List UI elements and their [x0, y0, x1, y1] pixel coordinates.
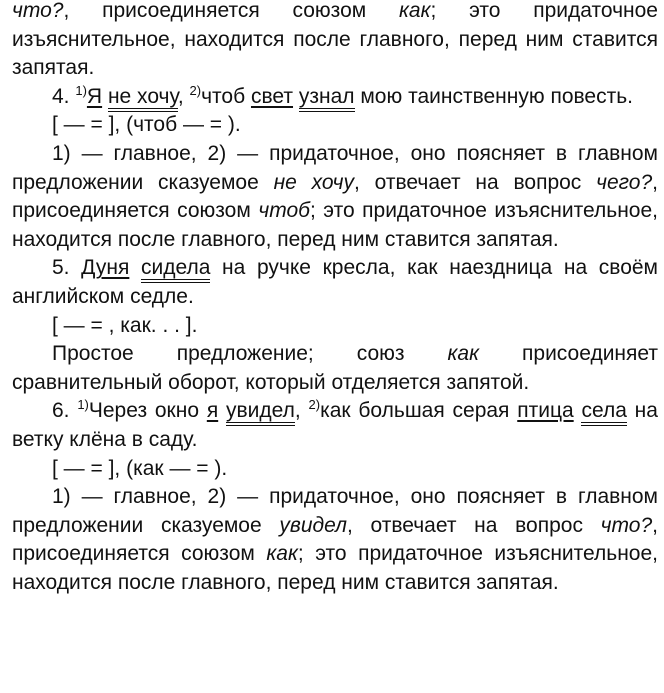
- subject-word: свет: [250, 84, 294, 108]
- explanation-6: 1) — главное, 2) — придаточное, оно поясняет в главном предложении сказуемое увидел, отвечает на вопрос что?, присоединяется союзом как; это придаточное изъяснительное, находится после главного, перед ним ставится запятая.: [12, 485, 658, 594]
- predicate-word: сидела: [141, 256, 210, 283]
- scheme-5: [ — = , как. . . ].: [52, 313, 198, 337]
- clause-marker-1: 1): [77, 397, 89, 413]
- explanation-4: 1) — главное, 2) — придаточное, оно поясняет в главном предложении сказуемое не хочу, отвечает на вопрос чего?, присоединяется союзом чтоб; это придаточное изъяснительное, находится после главного, перед ним ставится запятая.: [12, 141, 658, 251]
- sentence-5: 5. Дуня сидела на ручке кресла, как наездница на своём английском седле.: [12, 256, 658, 308]
- explanation-5: Простое предложение; союз как присоединяет сравнительный оборот, который отделяется запятой.: [12, 342, 658, 394]
- subject-word: Дуня: [81, 256, 130, 280]
- question-word: что?: [12, 0, 64, 22]
- predicate-word: узнал: [299, 85, 355, 112]
- sentence-4: 4. $^{1)}$Я не хочу, $^{2)}$чтоб свет узнал мою таинственную повесть.: [12, 83, 658, 112]
- predicate-word: села: [581, 399, 626, 426]
- predicate-word: увидел: [226, 399, 295, 426]
- clause-marker-2: 2): [189, 82, 202, 98]
- clause-marker-1: 1): [75, 82, 87, 98]
- subject-word: птица: [517, 399, 574, 423]
- subject-word: я: [206, 399, 219, 423]
- subject-word: Я: [86, 84, 103, 108]
- scheme-6: [ — = ], (как — = ).: [52, 456, 228, 480]
- clause-marker-2: 2): [308, 397, 321, 413]
- conjunction-word: как: [398, 0, 431, 22]
- scheme-4: [ — = ], (чтоб — = ).: [52, 113, 241, 137]
- paragraph-explanation-3-end: что?, присоединяется союзом как; это придаточное изъяснительное, находится после главного, перед ним ставится запятая.: [12, 0, 658, 80]
- predicate-word: не хочу: [108, 85, 178, 112]
- sentence-6: 6. $^{1)}$Через окно я увидел, $^{2)}$как большая серая птица села на ветку клёна в саду.: [12, 397, 658, 451]
